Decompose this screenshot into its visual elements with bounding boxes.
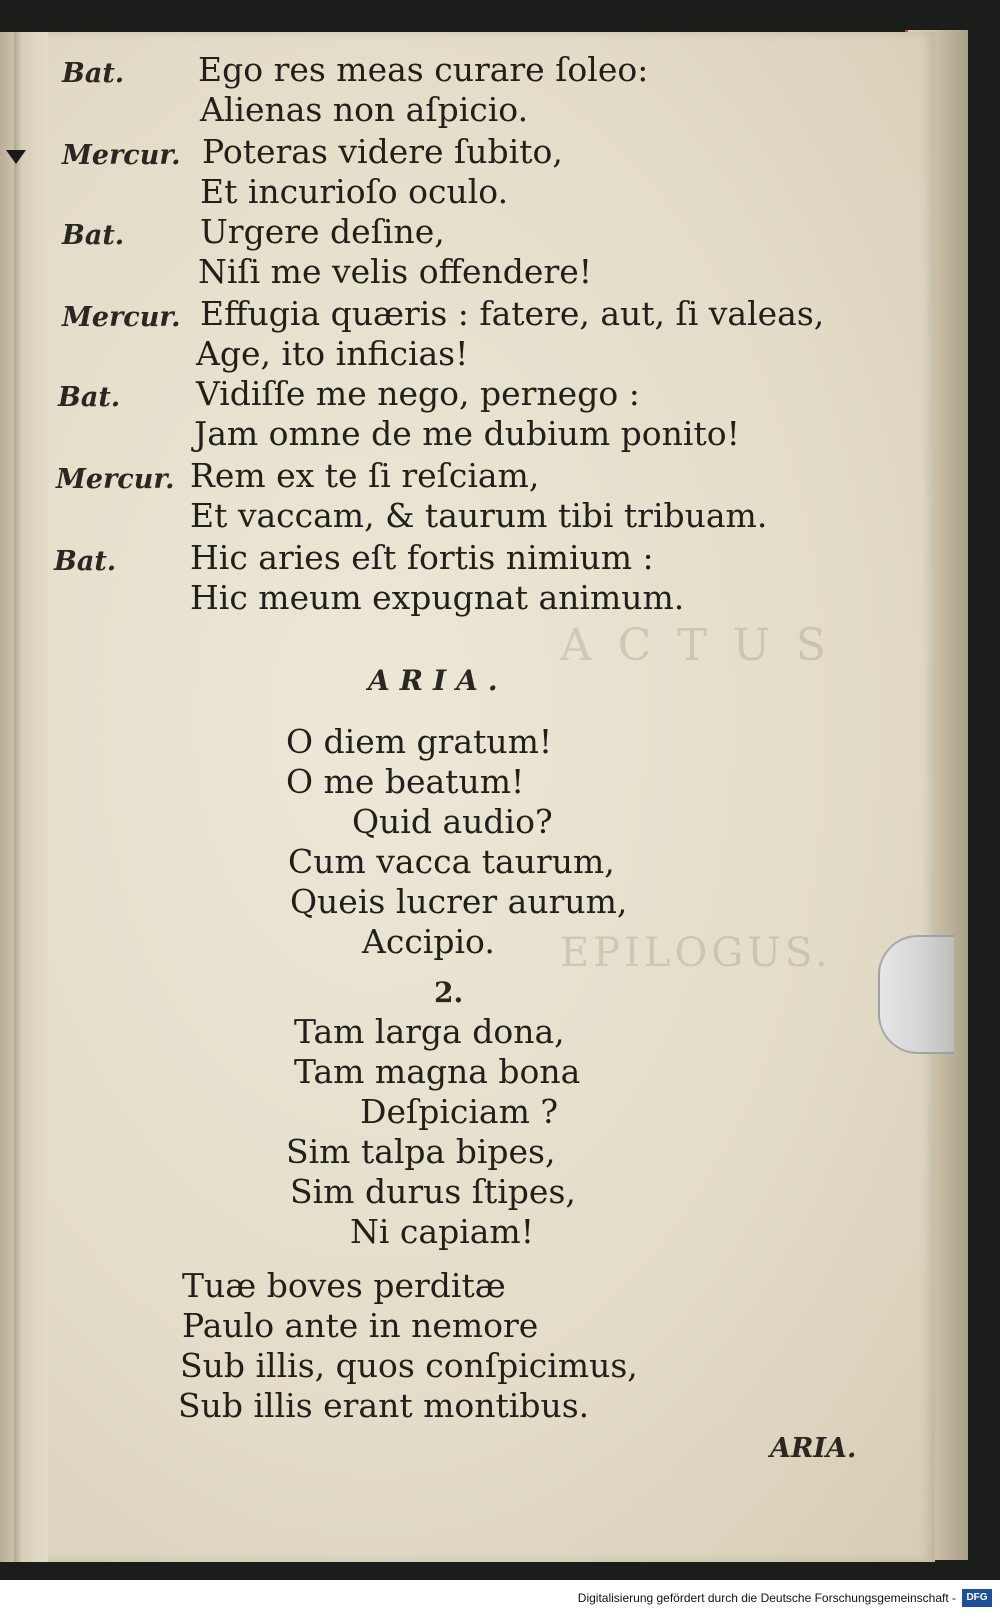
verse-line: Alienas non aſpicio.: [200, 90, 529, 129]
verse-line: Rem ex te ſi reſciam,: [190, 456, 540, 495]
aria-line: Ni capiam!: [350, 1212, 534, 1251]
verse-line: Et vaccam, & taurum tibi tribuam.: [190, 496, 768, 535]
aria-line: Sim durus ſtipes,: [290, 1172, 576, 1211]
spine-shadow: [14, 32, 22, 1562]
dfg-logo: DFG: [962, 1589, 992, 1607]
speaker-label: Mercur.: [62, 140, 181, 171]
footer-credit: Digitalisierung gefördert durch die Deutsche Forschungsgemeinschaft -: [577, 1591, 956, 1605]
stanza-number: 2.: [434, 976, 464, 1009]
speaker-label: Bat.: [54, 546, 117, 577]
aria-line: Tam larga dona,: [294, 1012, 565, 1051]
verse-line: Vidiſſe me nego, pernego :: [196, 374, 640, 413]
verse-line: Hic aries eſt fortis nimium :: [190, 538, 654, 577]
verse-line: Effugia quæris : fatere, aut, ſi valeas,: [200, 294, 825, 333]
verse-line: Hic meum expugnat animum.: [190, 578, 685, 617]
book-gutter: [0, 32, 48, 1562]
verse-line: Paulo ante in nemore: [182, 1306, 539, 1345]
speaker-label: Bat.: [62, 220, 125, 251]
verse-line: Sub illis, quos conſpicimus,: [180, 1346, 638, 1385]
speaker-label: Mercur.: [56, 464, 175, 495]
bookmark-ribbon-icon: [6, 150, 26, 164]
speaker-label: Bat.: [58, 382, 121, 413]
verse-line: Tuæ boves perditæ: [182, 1266, 506, 1305]
speaker-label: Bat.: [62, 58, 125, 89]
aria-line: Tam magna bona: [294, 1052, 581, 1091]
bleed-through: EPILOGUS.: [560, 930, 832, 976]
verse-line: Ego res meas curare ſoleo:: [198, 50, 649, 89]
aria-line: Sim talpa bipes,: [286, 1132, 556, 1171]
aria-line: Quid audio?: [352, 802, 553, 841]
aria-line: Cum vacca taurum,: [288, 842, 615, 881]
aria-line: O me beatum!: [286, 762, 525, 801]
verse-line: Niſi me velis offendere!: [198, 252, 593, 291]
verse-line: Urgere deſine,: [200, 212, 445, 251]
verse-line: Et incurioſo oculo.: [200, 172, 509, 211]
verse-line: Age, ito inficias!: [196, 334, 469, 373]
footer-bar: [0, 1580, 1000, 1621]
verse-line: Sub illis erant montibus.: [178, 1386, 590, 1425]
page-clip: [878, 935, 954, 1054]
verse-line: Jam omne de me dubium ponito!: [194, 414, 740, 453]
aria-line: Accipio.: [362, 922, 495, 961]
speaker-label: Mercur.: [62, 302, 181, 333]
bleed-through: A C T U S: [560, 620, 832, 671]
verse-line: Poteras videre ſubito,: [202, 132, 563, 171]
aria-heading: ARIA.: [368, 664, 508, 697]
aria-line: O diem gratum!: [286, 722, 553, 761]
aria-line: Queis lucrer aurum,: [290, 882, 628, 921]
aria-line: Deſpiciam ?: [360, 1092, 559, 1131]
catchword: ARIA.: [770, 1433, 857, 1464]
